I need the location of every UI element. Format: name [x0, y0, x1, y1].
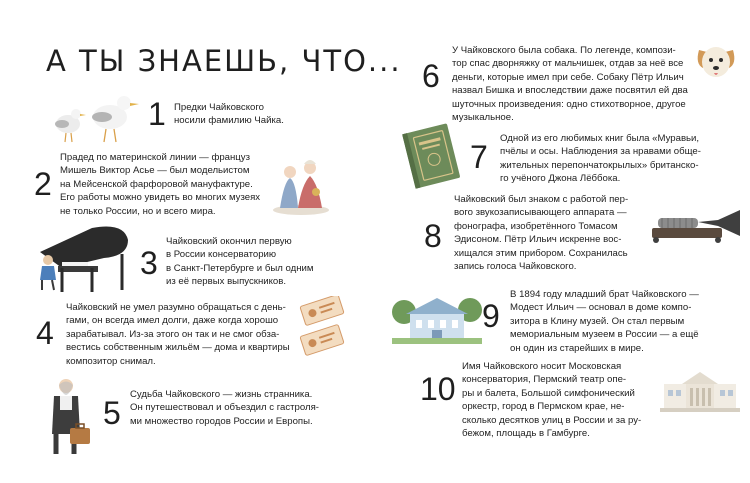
dog-illustration: [695, 42, 737, 82]
fact-text-3: Чайковский окончил первую в России консерваторию в Санкт-Петербурге и был одним из её первых выпускников.: [166, 236, 314, 288]
fact-number-9: 9: [482, 298, 500, 334]
fact-text-1: Предки Чайковского носили фамилию Чайка.: [174, 102, 284, 127]
fact-text-7: Одной из его любимых книг была «Муравьи, пчёлы и осы. Наблюдения за нравами обще- жительных перепончатокрылых» британско- го учёного Джона Лёббока.: [500, 133, 701, 185]
porcelain-figurine-illustration: [270, 148, 332, 216]
fact-text-10: Имя Чайковского носит Московская консерватория, Пермский театр опе- ры и балета, Большой симфонический оркестр, город в Пермском крае, не- сколько десятков улиц в России и за ру- бежом, площадь в Гамбурге.: [462, 361, 642, 440]
fact-number-4: 4: [36, 315, 54, 351]
seagulls-illustration: [44, 90, 144, 148]
fact-text-6: У Чайковского была собака. По легенде, компози- тор спас дворняжку от мальчишек, отдав за неё все деньги, которые имел при себе. Собаку Пётр Ильич назвал Бишка и впоследствии даже посвятил ей два шуточных произведения: одно стихотворное, другое музыкальное.: [452, 45, 688, 124]
page-title: А ТЫ ЗНАЕШЬ, ЧТО...: [46, 44, 402, 78]
fact-text-8: Чайковский был знаком с работой пер- вого звукозаписывающего аппарата — фонографа, изобретённого Томасом Эдисоном. Пётр Ильич искренне вос- хищался этим прибором. Сохранилась запись голоса Чайковского.: [454, 194, 629, 273]
klin-house-illustration: [392, 288, 482, 344]
traveler-illustration: [48, 376, 94, 458]
fact-number-8: 8: [424, 218, 442, 254]
fact-number-5: 5: [103, 395, 121, 431]
fact-text-9: В 1894 году младший брат Чайковского — Модест Ильич — основал в доме компо- зитора в Клину музей. Он стал первым мемориальным музеем в России — а ещё он один из старейших в мире.: [510, 289, 699, 354]
fact-number-10: 10: [420, 371, 456, 407]
fact-number-2: 2: [34, 166, 52, 202]
fact-number-7: 7: [470, 139, 488, 175]
fact-text-4: Чайковский не умел разумно обращаться с день- гами, он всегда имел долги, даже когда хорошо зарабатывал. Из-за этого он так и не смог обза- вестись собственным жильём — дома и квартиры композитор снимал.: [66, 302, 290, 367]
grand-piano-illustration: [32, 218, 132, 296]
fact-number-1: 1: [148, 96, 166, 132]
banknotes-illustration: [296, 296, 348, 356]
conservatory-illustration: [660, 366, 740, 412]
phonograph-illustration: [648, 206, 744, 244]
book-illustration: [396, 120, 466, 190]
fact-text-2: Прадед по материнской линии — француз Мишель Виктор Асье — был модельистом на Мейсенской фарфоровой мануфактуре. Его работы можно увидеть во многих музеях не только России, но и всего мира.: [60, 152, 261, 217]
fact-number-3: 3: [140, 245, 158, 281]
fact-text-5: Судьба Чайковского — жизнь странника. Он путешествовал и объездил с гастроля- ми множество городов России и Европы.: [130, 389, 319, 427]
fact-number-6: 6: [422, 58, 440, 94]
